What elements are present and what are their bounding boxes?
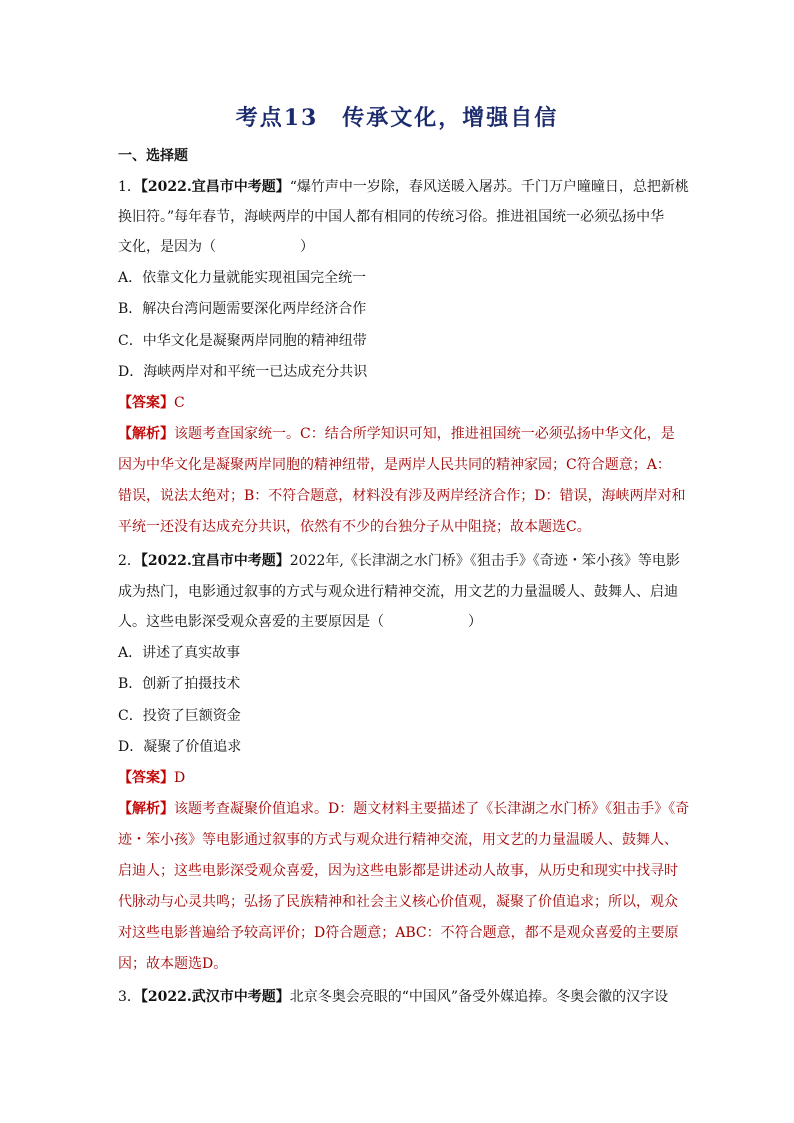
q2-option-d: D．凝聚了价值追求 — [118, 739, 242, 755]
q1-answer-value: C — [174, 395, 185, 411]
q2-analysis-line6: 因；故本题选D。 — [118, 956, 228, 972]
q1-stem-line1 — [118, 177, 689, 197]
q1-option-c: C．中华文化是凝聚两岸同胞的精神纽带 — [118, 333, 367, 349]
q2-stem-line3: 人。这些电影深受观众喜爱的主要原因是（ ） — [118, 614, 482, 630]
q2-stem-text1: 2022年,《长津湖之水门桥》《狙击手》《奇迹・笨小孩》等电影 — [289, 553, 680, 569]
q1-answer — [118, 393, 678, 413]
q1-analysis-line4: 平统一还没有达成充分共识，依然有不少的台独分子从中阻挠；故本题选C。 — [118, 519, 591, 535]
q1-number: 1． — [118, 179, 141, 195]
q2-answer-value: D — [174, 770, 186, 786]
q1-analysis-line2: 因为中华文化是凝聚两岸同胞的精神纽带，是两岸人民共同的精神家园；C符合题意；A： — [118, 457, 671, 473]
q3-stem-line1 — [118, 987, 678, 1007]
q2-source: 【2022.宜昌市中考题】 — [140, 553, 290, 569]
q1-analysis-line1 — [118, 424, 678, 444]
q3-source: 【2022.武汉市中考题】 — [140, 989, 290, 1005]
q2-option-a: A．讲述了真实故事 — [118, 645, 241, 661]
q1-option-a: A．依靠文化力量就能实现祖国完全统一 — [118, 270, 367, 286]
q2-option-b: B．创新了拍摄技术 — [118, 676, 241, 692]
q2-analysis-line4: 代脉动与心灵共鸣；弘扬了民族精神和社会主义核心价值观，凝聚了价值追求；所以，观众 — [118, 894, 678, 910]
q1-analysis-label: 【解析】 — [118, 426, 174, 442]
page-title: 考点13 传承文化，增强自信 — [235, 105, 559, 131]
q1-analysis-text1: 该题考查国家统一。C：结合所学知识可知，推进祖国统一必须弘扬中华文化，是 — [174, 426, 675, 442]
q1-stem-line3: 文化，是因为（ ） — [118, 239, 314, 255]
section-heading: 一、选择题 — [118, 148, 188, 164]
q2-analysis-label: 【解析】 — [118, 801, 174, 817]
q2-stem-line1 — [118, 551, 678, 571]
q1-option-b: B．解决台湾问题需要深化两岸经济合作 — [118, 301, 367, 317]
q1-option-d: D．海峡两岸对和平统一已达成充分共识 — [118, 364, 368, 380]
q2-analysis-line3: 启迪人；这些电影深受观众喜爱，因为这些电影都是讲述动人故事，从历史和现实中找寻时 — [118, 863, 678, 879]
q1-source: 【2022.宜昌市中考题】 — [140, 179, 290, 195]
q1-stem-text1: “爆竹声中一岁除，春风送暖入屠苏。千门万户曈曈日，总把新桃 — [289, 179, 689, 195]
q3-stem-text1: 北京冬奥会亮眼的“中国风”备受外媒追捧。冬奥会徽的汉字设 — [289, 989, 669, 1005]
q2-analysis-line2: 迹・笨小孩》等电影通过叙事的方式与观众进行精神交流，用文艺的力量温暖人、鼓舞人、 — [118, 832, 678, 848]
q2-analysis-text1: 该题考查凝聚价值追求。D：题文材料主要描述了《长津湖之水门桥》《狙击手》《奇 — [174, 801, 690, 817]
q2-number: 2． — [118, 553, 141, 569]
q1-answer-label: 【答案】 — [118, 395, 174, 411]
q2-option-c: C．投资了巨额资金 — [118, 708, 241, 724]
q2-stem-line2: 成为热门，电影通过叙事的方式与观众进行精神交流，用文艺的力量温暖人、鼓舞人、启迪 — [118, 584, 678, 600]
q2-analysis-line1 — [118, 799, 690, 819]
q2-answer-label: 【答案】 — [118, 770, 174, 786]
q1-stem-line2: 换旧符。”每年春节，海峡两岸的中国人都有相同的传统习俗。推进祖国统一必须弘扬中华 — [118, 209, 665, 225]
q2-analysis-line5: 对这些电影普遍给予较高评价；D符合题意；ABC：不符合题意，都不是观众喜爱的主要原 — [118, 925, 679, 941]
q2-answer — [118, 768, 678, 788]
q1-analysis-line3: 错误，说法太绝对；B：不符合题意，材料没有涉及两岸经济合作；D：错误，海峡两岸对和 — [118, 488, 686, 504]
q3-number: 3． — [118, 989, 141, 1005]
